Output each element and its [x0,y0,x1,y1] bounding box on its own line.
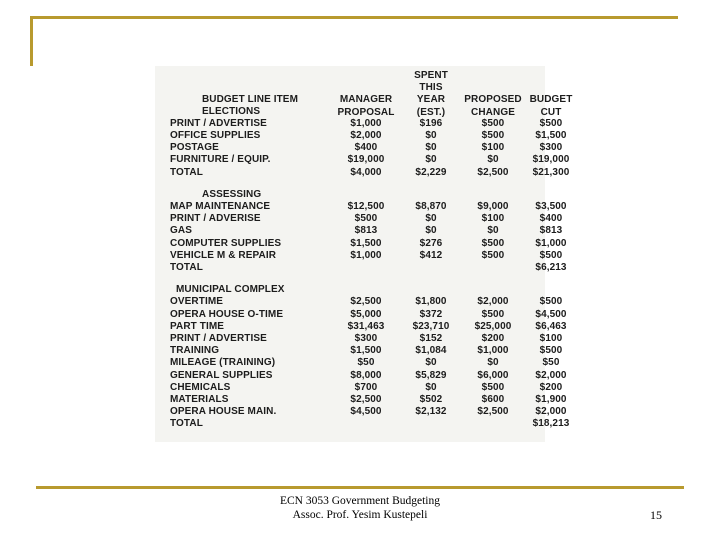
cell-change: $500 [481,129,505,141]
section-title-municipal: MUNICIPAL COMPLEX [176,284,285,296]
cell-cut: $2,000 [535,406,567,418]
cell-cut: $1,500 [535,129,567,141]
cell-spent: $1,084 [415,345,447,357]
cell-mgr: $700 [354,381,378,393]
cell-mgr: $50 [357,357,375,369]
header-budget: BUDGET [529,94,573,106]
cell-mgr [330,418,402,430]
title-frame-top-rule [30,16,678,19]
cell-item: PRINT / ADVERTISE [170,117,267,129]
table-row [170,238,576,250]
cell-cut: $813 [539,225,563,237]
cell-spent: $372 [419,308,443,320]
cell-item: VEHICLE M & REPAIR [170,249,277,261]
page-number: 15 [650,508,662,522]
section-elections [170,118,576,179]
cell-mgr: $5,000 [350,308,382,320]
cell-change: $100 [481,142,505,154]
table-header [170,69,576,118]
header-spent-line4: (EST.) [416,106,446,118]
cell-item: PRINT / ADVERTISE [170,333,267,345]
cell-change: $2,500 [477,166,509,178]
table-row [170,142,576,154]
cell-item: FURNITURE / EQUIP. [170,154,271,166]
cell-spent: $1,800 [415,296,447,308]
cell-change: $500 [481,249,505,261]
cell-cut: $500 [539,249,563,261]
header-budget-line-item: BUDGET LINE ITEM [201,94,299,106]
cell-mgr: $400 [354,142,378,154]
cell-spent: $5,829 [415,369,447,381]
cell-spent: $0 [425,225,437,237]
cell-item: TOTAL [170,166,203,178]
cell-cut: $100 [539,333,563,345]
cell-change: $9,000 [477,200,509,212]
cell-spent: $23,710 [412,320,450,332]
table-row [170,250,576,262]
cell-item: TOTAL [170,418,203,430]
header-cut: CUT [540,106,562,118]
cell-spent: $0 [425,381,437,393]
cell-cut: $6,213 [535,262,567,273]
cell-change: $500 [481,117,505,129]
cell-mgr: $2,500 [350,394,382,406]
cell-cut: $200 [539,381,563,393]
cell-change: $25,000 [474,320,512,332]
table-row [170,296,576,308]
cell-spent [402,262,460,274]
table-row [170,333,576,345]
table-row [170,225,576,237]
section-title-assessing: ASSESSING [202,188,262,200]
footer-author: Assoc. Prof. Yesim Kustepeli [292,509,428,521]
cell-item: OVERTIME [170,296,224,308]
header-spent-line1: SPENT [414,69,448,81]
cell-spent: $502 [419,394,443,406]
table-row [170,357,576,369]
table-row [170,321,576,333]
table-row [170,201,576,213]
cell-mgr: $813 [354,225,378,237]
cell-item: PRINT / ADVERISE [170,213,261,225]
title-frame-left-rule [30,16,33,66]
cell-mgr: $2,000 [350,129,382,141]
cell-item: TOTAL [170,262,203,273]
cell-change: $0 [487,154,499,166]
cell-spent: $0 [425,129,437,141]
cell-item: MATERIALS [170,394,229,406]
cell-spent: $2,229 [415,166,447,178]
cell-item: POSTAGE [170,142,219,154]
header-spent-line3: YEAR [416,94,446,106]
cell-item: PART TIME [170,320,225,332]
cell-spent: $2,132 [415,406,447,418]
cell-change [460,262,526,274]
cell-change: $0 [487,357,499,369]
budget-table [170,69,576,431]
footer-caption [230,494,490,522]
cell-cut: $300 [539,142,563,154]
cell-mgr: $12,500 [347,200,385,212]
cell-item: OPERA HOUSE MAIN. [170,406,277,418]
cell-change: $1,000 [477,345,509,357]
cell-spent: $412 [419,249,443,261]
cell-change: $0 [487,225,499,237]
cell-spent: $0 [425,154,437,166]
cell-mgr: $1,500 [350,345,382,357]
cell-mgr [330,262,402,274]
cell-cut: $1,000 [535,237,567,249]
cell-change [460,418,526,430]
cell-mgr: $500 [354,213,378,225]
cell-item: OFFICE SUPPLIES [170,129,261,141]
cell-cut: $500 [539,117,563,129]
table-row [170,370,576,382]
cell-change: $500 [481,308,505,320]
table-row [170,394,576,406]
header-change: CHANGE [471,106,515,118]
cell-item: MILEAGE (TRAINING) [170,357,276,369]
cell-mgr: $300 [354,333,378,345]
cell-mgr: $4,000 [350,166,382,178]
cell-cut: $18,213 [532,418,570,430]
table-row [170,418,576,430]
cell-cut: $400 [539,213,563,225]
cell-mgr: $19,000 [347,154,385,166]
cell-spent [402,418,460,430]
cell-item: COMPUTER SUPPLIES [170,237,282,249]
cell-mgr: $1,500 [350,237,382,249]
section-assessing [170,201,576,274]
cell-mgr: $8,000 [350,369,382,381]
cell-mgr: $2,500 [350,296,382,308]
table-row [170,118,576,130]
header-manager: MANAGER [339,94,393,106]
cell-cut: $6,463 [535,320,567,332]
cell-change: $2,500 [477,406,509,418]
header-proposed: PROPOSED [464,94,522,106]
cell-cut: $500 [539,345,563,357]
cell-change: $200 [481,333,505,345]
cell-change: $500 [481,381,505,393]
cell-spent: $0 [425,142,437,154]
cell-mgr: $4,500 [350,406,382,418]
cell-spent: $152 [419,333,443,345]
cell-item: GAS [170,225,192,237]
header-spent-line2: THIS [419,82,443,94]
table-row [170,382,576,394]
cell-cut: $500 [539,296,563,308]
footer-course-title: ECN 3053 Government Budgeting [279,495,441,507]
cell-mgr: $1,000 [350,117,382,129]
table-row [170,167,576,179]
cell-change: $600 [481,394,505,406]
table-row [170,213,576,225]
table-row [170,130,576,142]
cell-cut: $4,500 [535,308,567,320]
cell-spent: $0 [425,357,437,369]
cell-cut: $3,500 [535,200,567,212]
table-row [170,406,576,418]
table-row [170,345,576,357]
cell-item: CHEMICALS [170,381,231,393]
cell-spent: $196 [419,117,443,129]
cell-cut: $1,900 [535,394,567,406]
cell-item: OPERA HOUSE O-TIME [170,308,284,320]
cell-spent: $8,870 [415,200,447,212]
table-row [170,262,576,274]
cell-item: GENERAL SUPPLIES [170,369,273,381]
cell-item: TRAINING [170,345,220,357]
cell-cut: $19,000 [532,154,570,166]
cell-spent: $276 [419,237,443,249]
cell-cut: $2,000 [535,369,567,381]
cell-item: MAP MAINTENANCE [170,200,271,212]
header-proposal: PROPOSAL [337,106,395,118]
cell-change: $6,000 [477,369,509,381]
section-municipal [170,296,576,430]
section-title-elections: ELECTIONS [202,105,261,117]
cell-change: $100 [481,213,505,225]
cell-cut: $21,300 [532,166,570,178]
cell-change: $2,000 [477,296,509,308]
cell-mgr: $1,000 [350,249,382,261]
table-row [170,154,576,166]
cell-change: $500 [481,237,505,249]
cell-cut: $50 [542,357,560,369]
cell-mgr: $31,463 [347,320,385,332]
footer-rule [36,486,684,489]
cell-spent: $0 [425,213,437,225]
table-row [170,309,576,321]
